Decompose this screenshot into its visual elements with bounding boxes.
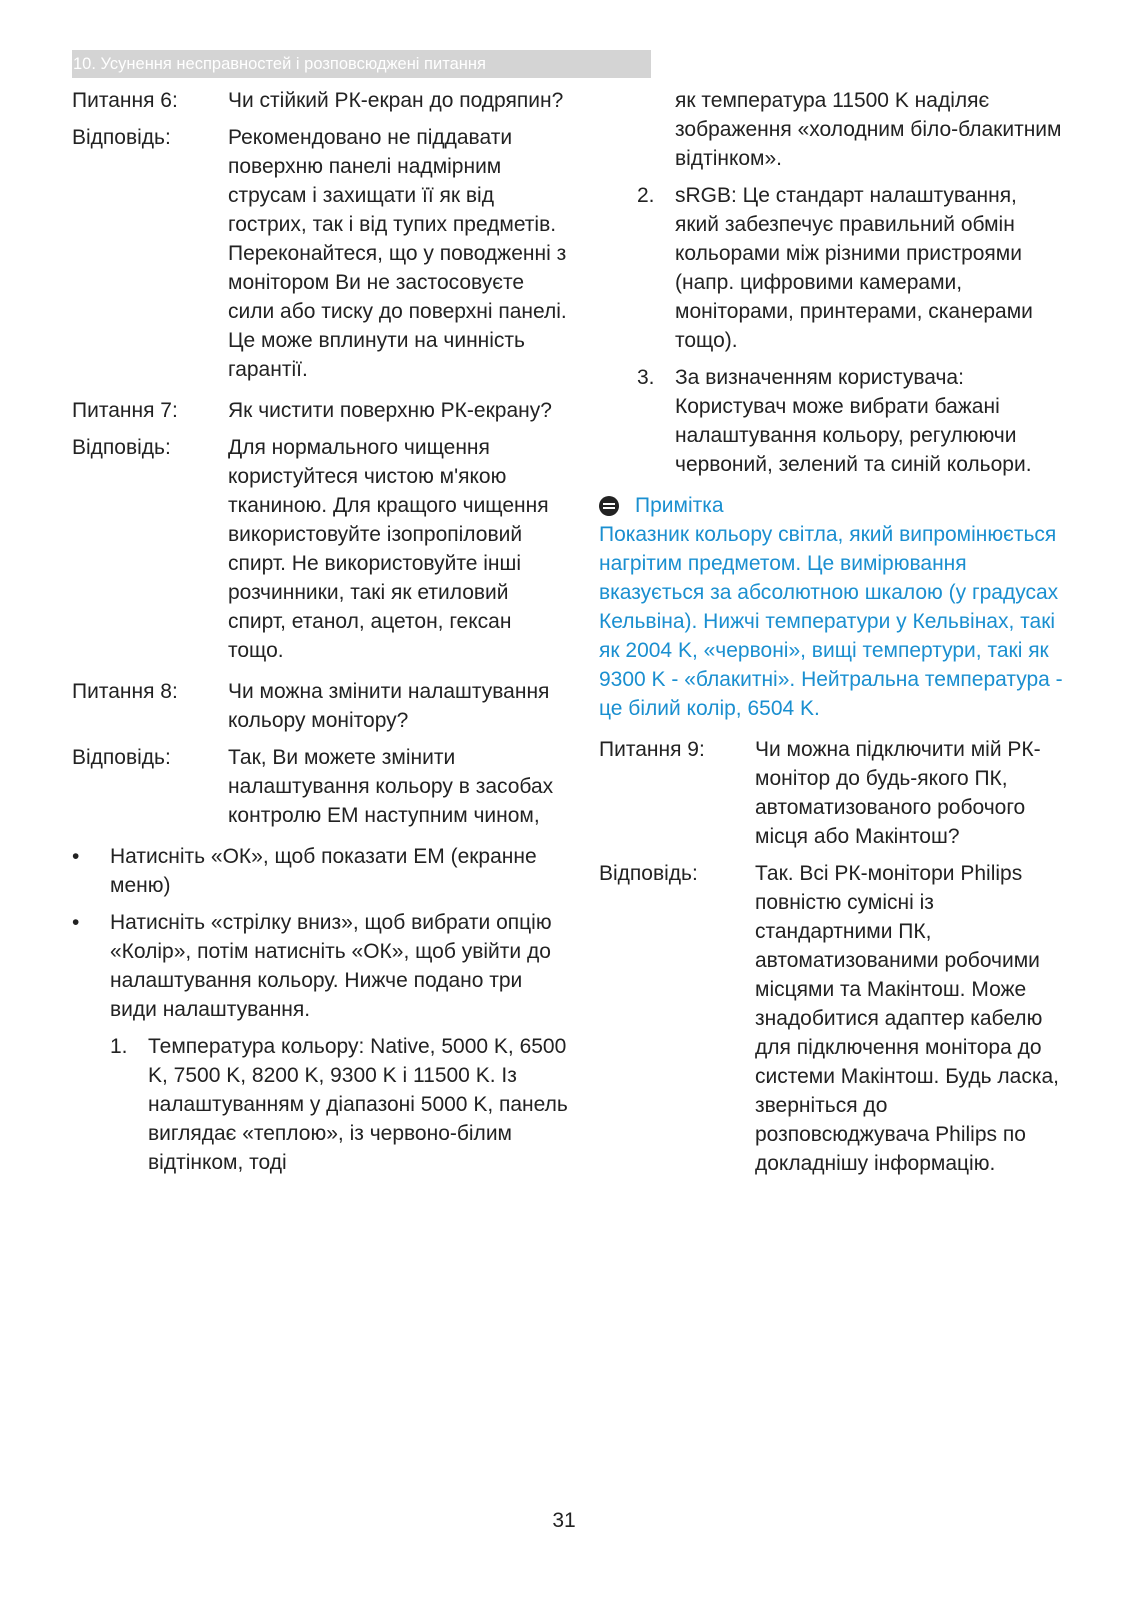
question-text: Чи стійкий РК-екран до подряпин? bbox=[228, 89, 564, 112]
answer-text: Так. Всі РК-монітори Philips повністю сумісні із стандартними ПК, автоматизованими робочими місцями та Макінтош. Може знадобитися адаптер кабелю для підключення монітора до системи Макінтош. Будь ласка, зверніться до розповсюджувача Philips по докладнішу інформацію. bbox=[755, 862, 1059, 1175]
answer-6 bbox=[72, 123, 572, 384]
question-7 bbox=[72, 396, 572, 425]
item-text: За визначенням користувача: Користувач може вибрати бажані налаштування кольору, регулюючи червоний, зелений та синій кольори. bbox=[675, 366, 1032, 476]
question-text: Чи можна змінити налаштування кольору монітору? bbox=[228, 680, 550, 732]
answer-label: Відповідь: bbox=[72, 746, 171, 769]
note-box bbox=[599, 491, 1064, 723]
item-text: як температура 11500 K наділяє зображення «холодним біло-блакитним відтінком». bbox=[675, 89, 1062, 170]
bullet-item bbox=[72, 908, 572, 1024]
right-column bbox=[599, 86, 1064, 1178]
question-label: Питання 7: bbox=[72, 399, 178, 422]
numbered-item-1 bbox=[110, 1032, 572, 1177]
answer-label: Відповідь: bbox=[72, 436, 171, 459]
item-text: sRGB: Це стандарт налаштування, який забезпечує правильний обмін кольорами між різними пристроями (напр. цифровими камерами, моніторами, принтерами, сканерами тощо). bbox=[675, 184, 1033, 352]
section-header: 10. Усунення несправностей і розповсюджені питання bbox=[72, 50, 651, 78]
numbered-item-3 bbox=[637, 363, 1064, 479]
item-number: 1. bbox=[110, 1035, 128, 1058]
answer-9 bbox=[599, 859, 1064, 1178]
question-8 bbox=[72, 677, 572, 735]
bullet-text: Натисніть «ОК», щоб показати ЕМ (екранне меню) bbox=[110, 845, 537, 897]
bullet-item bbox=[72, 842, 572, 900]
answer-8 bbox=[72, 743, 572, 830]
note-title: Примітка bbox=[635, 494, 724, 517]
answer-text: Для нормального чищення користуйтеся чистою м'якою тканиною. Для кращого чищення використовуйте ізопропіловий спирт. Не використовуйте інші розчинники, такі як етиловий спирт, етанол, ацетон, гексан тощо. bbox=[228, 436, 549, 662]
bullet-text: Натисніть «стрілку вниз», щоб вибрати опцію «Колір», потім натисніть «ОК», щоб увійти до налаштування кольору. Нижче подано три види налаштування. bbox=[110, 911, 552, 1021]
answer-text: Рекомендовано не піддавати поверхню панелі надмірним струсам і захищати її як від гострих, так і від тупих предметів. Переконайтеся, що у поводженні з монітором Ви не застосовуєте сили або тиску до поверхні панелі. Це може вплинути на чинність гарантії. bbox=[228, 126, 567, 381]
question-6 bbox=[72, 86, 572, 115]
question-label: Питання 6: bbox=[72, 89, 178, 112]
answer-label: Відповідь: bbox=[72, 126, 171, 149]
item-number: 3. bbox=[637, 366, 655, 389]
note-icon bbox=[599, 496, 619, 516]
bullet-mark: • bbox=[72, 845, 80, 868]
question-text: Як чистити поверхню РК-екрану? bbox=[228, 399, 552, 422]
answer-text: Так, Ви можете змінити налаштування кольору в засобах контролю ЕМ наступним чином, bbox=[228, 746, 554, 827]
numbered-item-2 bbox=[637, 181, 1064, 355]
answer-label: Відповідь: bbox=[599, 862, 698, 885]
page-number: 31 bbox=[552, 1509, 576, 1532]
left-column bbox=[72, 86, 572, 1177]
question-label: Питання 8: bbox=[72, 680, 178, 703]
question-text: Чи можна підключити мій РК-монітор до будь-якого ПК, автоматизованого робочого місця або Макінтош? bbox=[755, 738, 1041, 848]
item-number: 2. bbox=[637, 184, 655, 207]
answer-7 bbox=[72, 433, 572, 665]
note-text: Показник кольору світла, який випромінюється нагрітим предметом. Це вимірювання вказується за абсолютною шкалою (у градусах Кельвіна). Нижчі температури у Кельвінах, такі як 2004 K, «червоні», вищі темпертури, такі як 9300 K - «блакитні». Нейтральна температура - це білий колір, 6504 K. bbox=[599, 523, 1063, 720]
numbered-item-1-continued bbox=[637, 86, 1064, 173]
question-9 bbox=[599, 735, 1064, 851]
question-label: Питання 9: bbox=[599, 738, 705, 761]
bullet-mark: • bbox=[72, 911, 80, 934]
item-text: Температура кольору: Native, 5000 K, 6500 K, 7500 K, 8200 K, 9300 K і 11500 K. Із налаштуванням у діапазоні 5000 K, панель виглядає «теплою», із червоно-білим відтінком, тоді bbox=[148, 1035, 568, 1174]
